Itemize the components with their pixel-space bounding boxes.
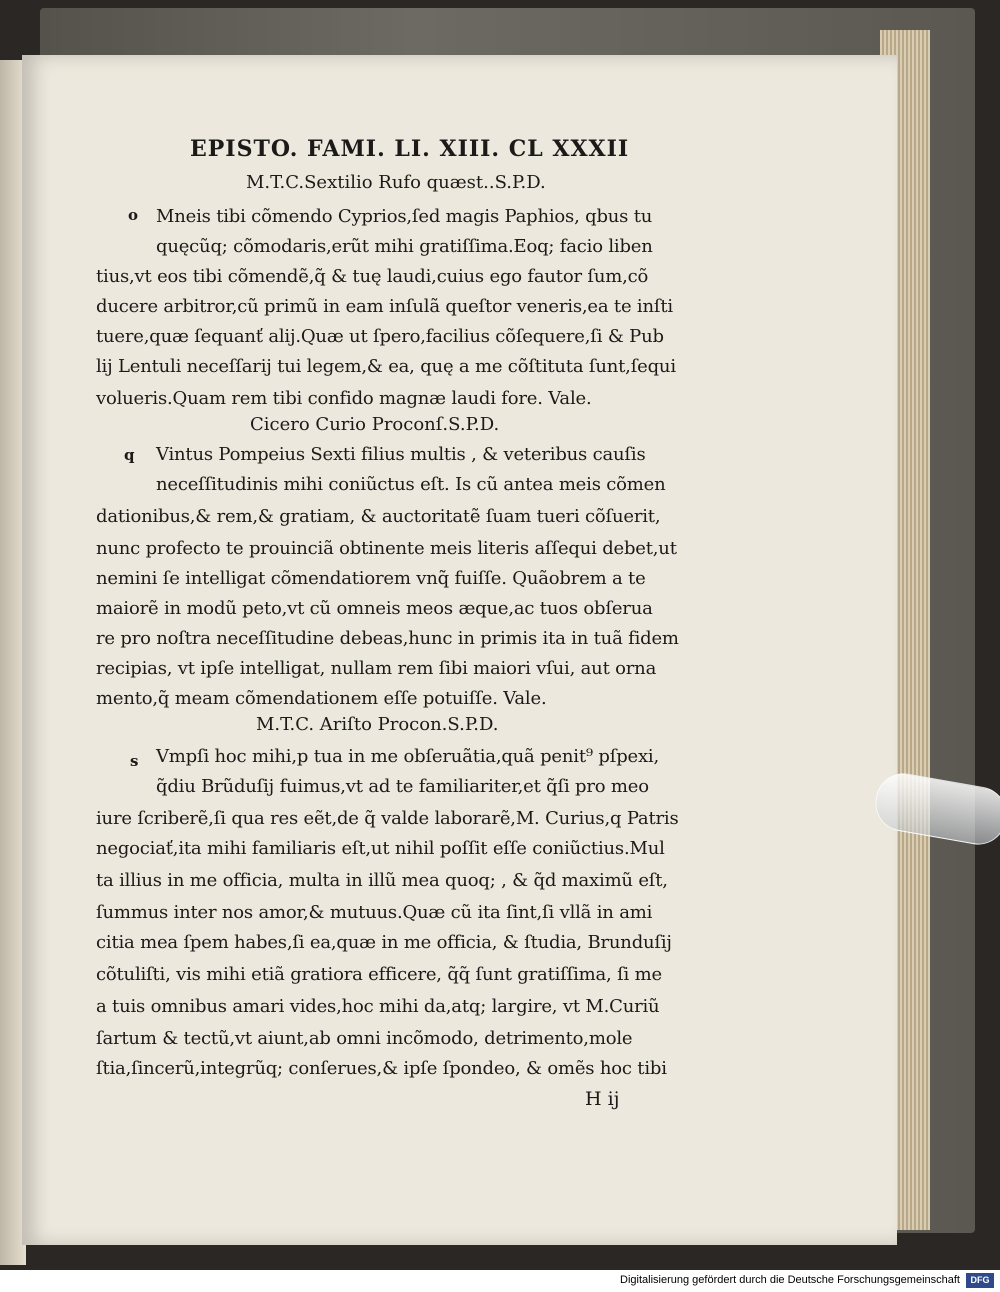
dfg-logo-icon: DFG xyxy=(966,1273,994,1288)
text-line: dationibus,& rem,& gratiam, & auctoritatẽ ſuam tueri cõſuerit, xyxy=(96,506,661,527)
text-line: re pro noſtra neceſſitudine debeas,hunc in primis ita in tuã fidem xyxy=(96,628,679,649)
running-head: EPISTO. FAMI. LI. XIII. CL XXXII xyxy=(190,136,630,162)
initial-letter: s xyxy=(130,752,139,770)
signature-mark: H ij xyxy=(585,1088,620,1110)
text-line: neceſſitudinis mihi coniũctus eſt. Is cũ antea meis cõmen xyxy=(156,474,666,495)
letter-heading: M.T.C. Ariſto Procon.S.P.D. xyxy=(256,714,499,735)
letter-heading: Cicero Curio Proconſ.S.P.D. xyxy=(250,414,500,435)
text-line: q̃diu Brũduſij fuimus,vt ad te familiariter,et q̃ſi pro meo xyxy=(156,776,649,797)
text-line: nemini ſe intelligat cõmendatiorem vnq̃ fuiſſe. Quãobrem a te xyxy=(96,568,646,589)
text-line: citia mea ſpem habes,ſi ea,quæ in me officia, & ſtudia, Brunduſij xyxy=(96,932,672,953)
text-line: iure ſcriberẽ,ſi qua res eẽt,de q̃ valde laborarẽ,M. Curius,q Patris xyxy=(96,808,679,829)
letter-heading: M.T.C.Sextilio Rufo quæst..S.P.D. xyxy=(246,172,546,193)
initial-letter: o xyxy=(128,206,139,224)
text-line: lij Lentuli neceſſarij tui legem,& ea, quę a me cõſtituta ſunt,ſequi xyxy=(96,356,676,377)
text-line: tuere,quæ ſequanť alij.Quæ ut ſpero,facilius cõſequere,ſi & Pub xyxy=(96,326,664,347)
text-line: Vmpſi hoc mihi,p tua in me obſeruãtia,quã penit⁹ pſpexi, xyxy=(156,746,659,767)
text-line: Mneis tibi cõmendo Cyprios,ſed magis Paphios, qbus tu xyxy=(156,206,653,227)
footer-credit: Digitalisierung gefördert durch die Deutsche Forschungsgemeinschaft xyxy=(620,1274,960,1286)
text-line: ſartum & tectũ,vt aiunt,ab omni incõmodo, detrimento,mole xyxy=(96,1028,633,1049)
text-line: negociať,ita mihi familiaris eſt,ut nihil poſſit eſſe coniũctius.Mul xyxy=(96,838,665,859)
text-line: ſtia,ſincerũ,integrũq; conſerues,& ipſe ſpondeo, & omẽs hoc tibi xyxy=(96,1058,667,1079)
text-line: nunc profecto te prouinciã obtinente meis literis aſſequi debet,ut xyxy=(96,538,677,559)
initial-letter: q xyxy=(124,446,135,464)
text-line: a tuis omnibus amari vides,hoc mihi da,atq; largire, vt M.Curiũ xyxy=(96,996,660,1017)
text-line: maiorẽ in modũ peto,vt cũ omneis meos æque,ac tuos obſerua xyxy=(96,598,653,619)
text-line: ta illius in me officia, multa in illũ mea quoq; , & q̃d maximũ eſt, xyxy=(96,870,668,891)
text-line: Vintus Pompeius Sexti filius multis , & veteribus cauſis xyxy=(156,444,646,465)
footer-bar xyxy=(0,1270,1000,1292)
text-line: mento,q̃ meam cõmendationem eſſe potuiſſe. Vale. xyxy=(96,688,547,709)
text-line: cõtuliſti, vis mihi etiã gratiora efficere, q̃q̃ ſunt gratiſſima, ſi me xyxy=(96,964,662,985)
text-line: ducere arbitror,cũ primũ in eam inſulã queſtor veneris,ea te inſti xyxy=(96,296,673,317)
text-line: ſummus inter nos amor,& mutuus.Quæ cũ ita ſint,ſi vllã in ami xyxy=(96,902,653,923)
text-line: recipias, vt ipſe intelligat, nullam rem ſibi maiori vſui, aut orna xyxy=(96,658,657,679)
text-line: tius,vt eos tibi cõmendẽ,q̃ & tuę laudi,cuius ego fautor ſum,cõ xyxy=(96,266,649,287)
text-line: volueris.Quam rem tibi confido magnæ laudi fore. Vale. xyxy=(96,388,592,409)
text-line: quęcũq; cõmodaris,erũt mihi gratiſſima.Eoq; facio liben xyxy=(156,236,653,257)
